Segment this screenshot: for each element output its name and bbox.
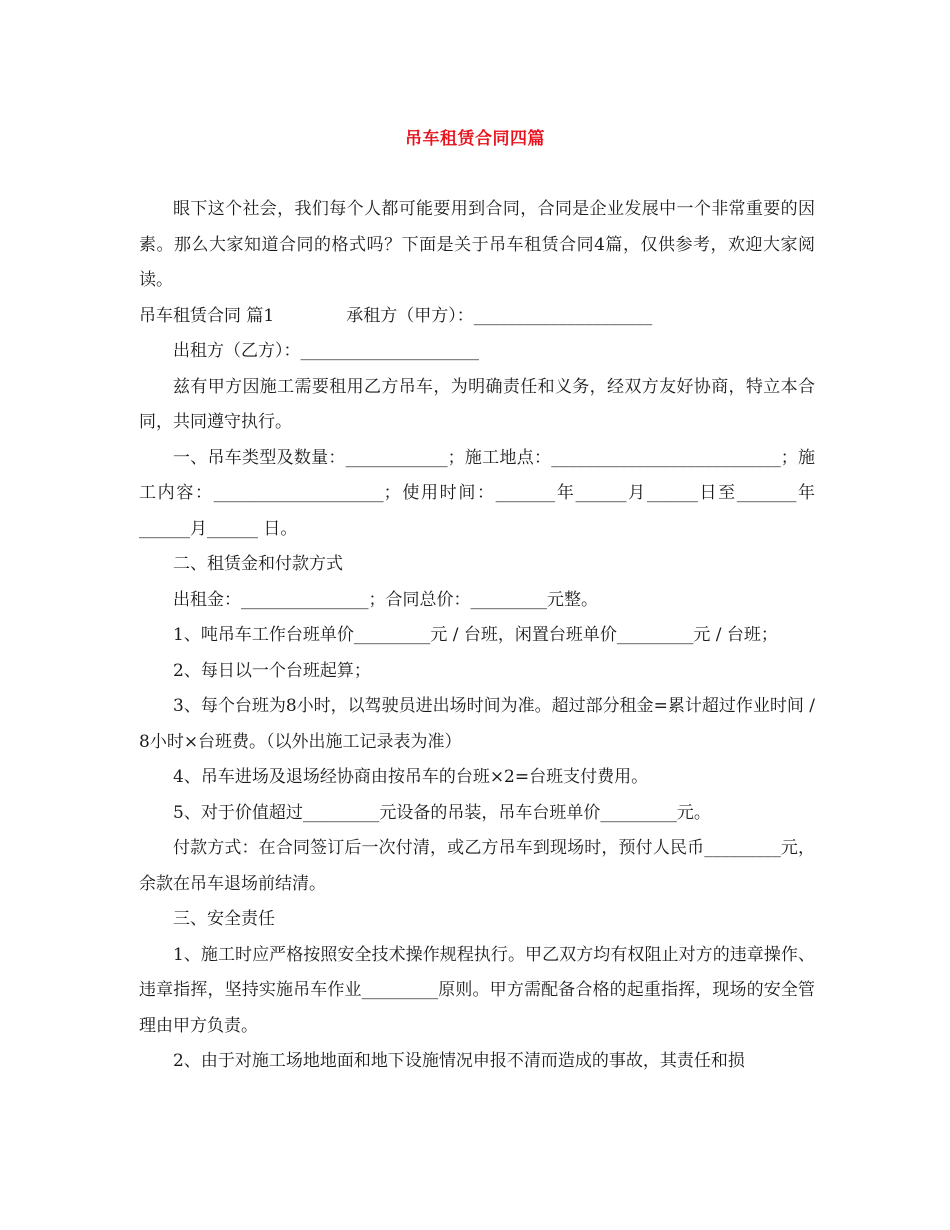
item-3-heading: 三、安全责任 — [173, 909, 275, 929]
section-heading-line — [139, 299, 815, 335]
item-2-heading: 二、租赁金和付款方式 — [173, 554, 343, 574]
intro-paragraph: 眼下这个社会，我们每个人都可能要用到合同，合同是企业发展中一个非常重要的因素。那么大家知道合同的格式吗？下面是关于吊车租赁合同4篇，仅供参考，欢迎大家阅读。 — [139, 199, 815, 290]
lessee-line: 承租方（甲方）：_____________________ — [346, 305, 653, 326]
section-heading: 吊车租赁合同 篇1 — [139, 305, 275, 326]
lessor-line: 出租方（乙方）：_____________________ — [173, 341, 479, 361]
safety-1-paragraph: 1、施工时应严格按照安全技术操作规程执行。甲乙双方均有权阻止对方的违章操作、违章指挥，坚持实施吊车作业_________原则。甲方需配备合格的起重指挥，现场的安全管理由甲方负责。 — [139, 944, 815, 1036]
rule-5-paragraph: 5、对于价值超过_________元设备的吊装，吊车台班单价_________元。 — [173, 802, 711, 823]
rule-4-paragraph: 4、吊车进场及退场经协商由按吊车的台班×2=台班支付费用。 — [173, 767, 649, 787]
document-title: 吊车租赁合同四篇 — [405, 129, 545, 149]
document-body — [139, 192, 815, 1080]
preamble-paragraph: 兹有甲方因施工需要租用乙方吊车，为明确责任和义务，经双方友好协商，特立本合同，共同遵守执行。 — [139, 376, 815, 432]
rent-line: 出租金：_______________；合同总价：_________元整。 — [173, 589, 598, 610]
payment-paragraph: 付款方式：在合同签订后一次付清，或乙方吊车到现场时，预付人民币_________元，余款在吊车退场前结清。 — [139, 838, 815, 894]
safety-2-paragraph: 2、由于对施工场地地面和地下设施情况申报不清而造成的事故，其责任和损 — [173, 1051, 745, 1071]
rule-1-paragraph: 1、吨吊车工作台班单价_________元 / 台班，闲置台班单价_________元 / 台班； — [173, 625, 778, 645]
item-1-paragraph: 一、吊车类型及数量：____________；施工地点：___________________________；施工内容：____________________；使用时间：_______年______月______日至_______年______月______ 日。 — [139, 447, 815, 539]
rule-2-paragraph: 2、每日以一个台班起算； — [173, 660, 371, 681]
rule-3-paragraph: 3、每个台班为8小时，以驾驶员进出场时间为准。超过部分租金=累计超过作业时间 / 8小时×台班费。（以外出施工记录表为准） — [139, 696, 816, 752]
